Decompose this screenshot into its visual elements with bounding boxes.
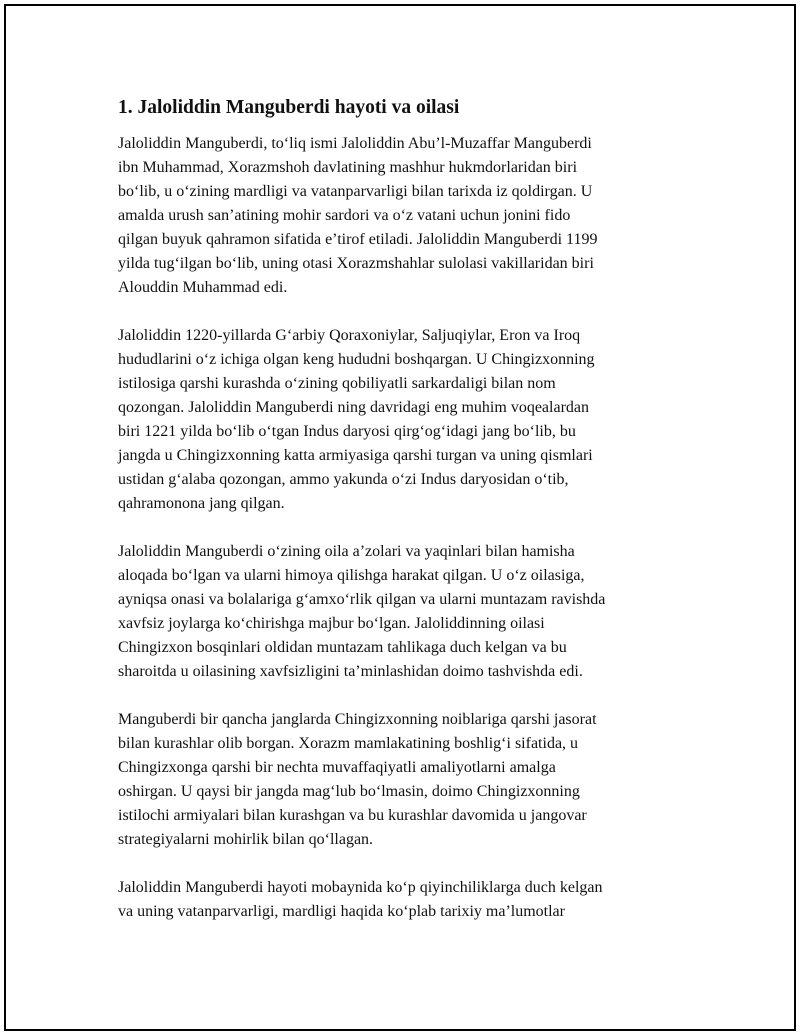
paragraph-1: Jaloliddin Manguberdi, to‘liq ismi Jaloliddin Abu’l-Muzaffar Manguberdi ibn Muhammad, Xorazmshoh davlatining mashhur hukmdorlaridan biri bo‘lib, u o‘zining mardligi va vatanparvarligi bilan tarixda iz qoldirgan. U amalda urush san’atining mohir sardori va o‘z vatani uchun jonini fido qilgan buyuk qahramon sifatida e’tirof etiladi. Jaloliddin Manguberdi 1199 yilda tug‘ilgan bo‘lib, uning otasi Xorazmshahlar sulolasi vakillaridan biri Alouddin Muhammad edi. [118, 135, 598, 296]
section-heading: 1. Jaloliddin Manguberdi hayoti va oilasi [118, 97, 460, 118]
paragraph-4: Manguberdi bir qancha janglarda Chingizxonning noiblariga qarshi jasorat bilan kurashlar olib borgan. Xorazm mamlakatining boshlig‘i sifatida, u Chingizxonga qarshi bir nechta muvaffaqiyatli amaliyotlarni amalga oshirgan. U qaysi bir jangda mag‘lub bo‘lmasin, doimo Chingizxonning istilochi armiyalari bilan kurashgan va bu kurashlar davomida u jangovar strategiyalarni mohirlik bilan qo‘llagan. [118, 711, 597, 848]
document-body [118, 96, 688, 948]
paragraph-5: Jaloliddin Manguberdi hayoti mobaynida ko‘p qiyinchiliklarga duch kelgan va uning vatanparvarligi, mardligi haqida ko‘plab tarixiy ma’lumotlar [118, 879, 603, 920]
paragraph-2: Jaloliddin 1220-yillarda G‘arbiy Qoraxoniylar, Saljuqiylar, Eron va Iroq hududlarini o‘z ichiga olgan keng hududni boshqargan. U Chingizxonning istilosiga qarshi kurashda o‘zining qobiliyatli sarkardaligi bilan nom qozongan. Jaloliddin Manguberdi ning davridagi eng muhim voqealardan biri 1221 yilda bo‘lib o‘tgan Indus daryosi qirg‘og‘idagi jang bo‘lib, bu jangda u Chingizxonning katta armiyasiga qarshi turgan va uning qismlari ustidan g‘alaba qozongan, ammo yakunda o‘zi Indus daryosidan o‘tib, qahramonona jang qilgan. [118, 327, 595, 512]
paragraph-3: Jaloliddin Manguberdi o‘zining oila a’zolari va yaqinlari bilan hamisha aloqada bo‘lgan va ularni himoya qilishga harakat qilgan. U o‘z oilasiga, ayniqsa onasi va bolalariga g‘amxo‘rlik qilgan va ularni muntazam ravishda xavfsiz joylarga ko‘chirishga majbur bo‘lgan. Jaloliddinning oilasi Chingizxon bosqinlari oldidan muntazam tahlikaga duch kelgan va bu sharoitda u oilasining xavfsizligini ta’minlashidan doimo tashvishda edi. [118, 543, 606, 680]
